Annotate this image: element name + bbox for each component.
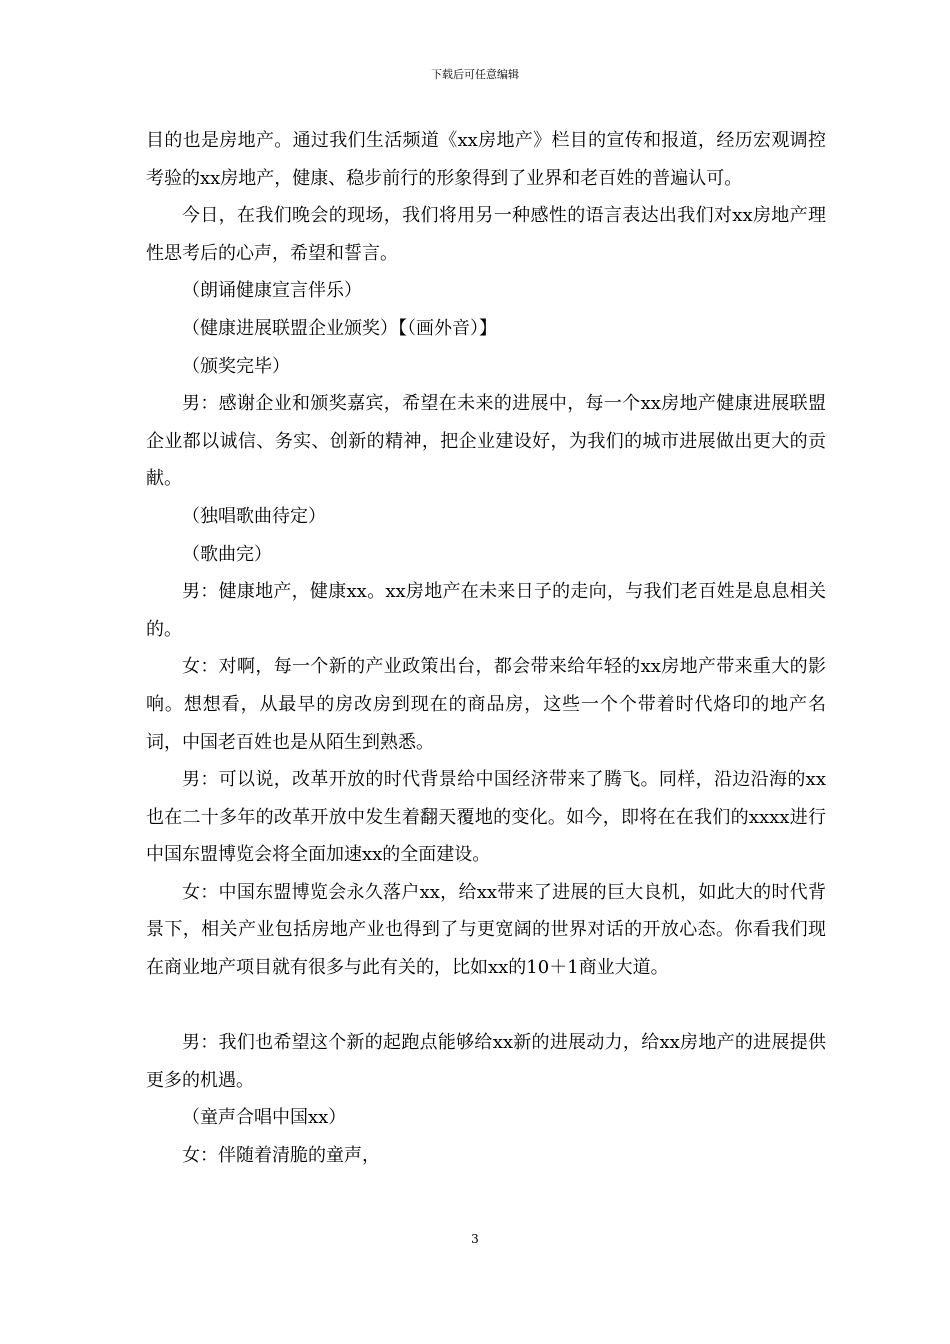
page-header: 下载后可任意编辑 xyxy=(431,68,519,81)
blank-line xyxy=(146,987,826,1025)
dialogue-paragraph: 男：我们也希望这个新的起跑点能够给xx新的进展动力，给xx房地产的进展提供更多的机遇。 xyxy=(146,1032,826,1091)
stage-direction: （童声合唱中国xx） xyxy=(182,1107,347,1129)
paragraph: 今日，在我们晚会的现场，我们将用另一种感性的语言表达出我们对xx房地产理性思考后的心声，希望和誓言。 xyxy=(146,205,826,264)
stage-direction: （健康进展联盟企业颁奖）【（画外音）】 xyxy=(182,317,497,339)
paragraph: 目的也是房地产。通过我们生活频道《xx房地产》栏目的宣传和报道，经历宏观调控考验的xx房地产，健康、稳步前行的形象得到了业界和老百姓的普遍认可。 xyxy=(146,130,826,189)
dialogue-paragraph: 男：可以说，改革开放的时代背景给中国经济带来了腾飞。同样，沿边沿海的xx也在二十多年的改革开放中发生着翻天覆地的变化。如今，即将在在我们的xxxx进行中国东盟博览会将全面加速xx的全面建设。 xyxy=(146,769,826,866)
dialogue-paragraph: 女：对啊，每一个新的产业政策出台，都会带来给年轻的xx房地产带来重大的影响。想想看，从最早的房改房到现在的商品房，这些一个个带着时代烙印的地产名词，中国老百姓也是从陌生到熟悉。 xyxy=(146,656,826,753)
dialogue-paragraph: 男：健康地产，健康xx。xx房地产在未来日子的走向，与我们老百姓是息息相关的。 xyxy=(146,581,826,640)
page-number: 3 xyxy=(471,1232,479,1246)
document-body xyxy=(146,122,826,1175)
dialogue-paragraph: 女：中国东盟博览会永久落户xx，给xx带来了进展的巨大良机，如此大的时代背景下，相关产业包括房地产业也得到了与更宽阔的世界对话的开放心态。你看我们现在商业地产项目就有很多与此有关的，比如xx的10＋1商业大道。 xyxy=(146,881,826,979)
dialogue-paragraph: 男：感谢企业和颁奖嘉宾，希望在未来的进展中，每一个xx房地产健康进展联盟企业都以诚信、务实、创新的精神，把企业建设好，为我们的城市进展做出更大的贡献。 xyxy=(146,393,826,490)
dialogue-paragraph: 女：伴随着清脆的童声， xyxy=(182,1145,380,1167)
stage-direction: （独唱歌曲待定） xyxy=(182,505,326,527)
stage-direction: （朗诵健康宣言伴乐） xyxy=(182,280,362,302)
stage-direction: （颁奖完毕） xyxy=(182,355,290,377)
stage-direction: （歌曲完） xyxy=(182,543,272,565)
